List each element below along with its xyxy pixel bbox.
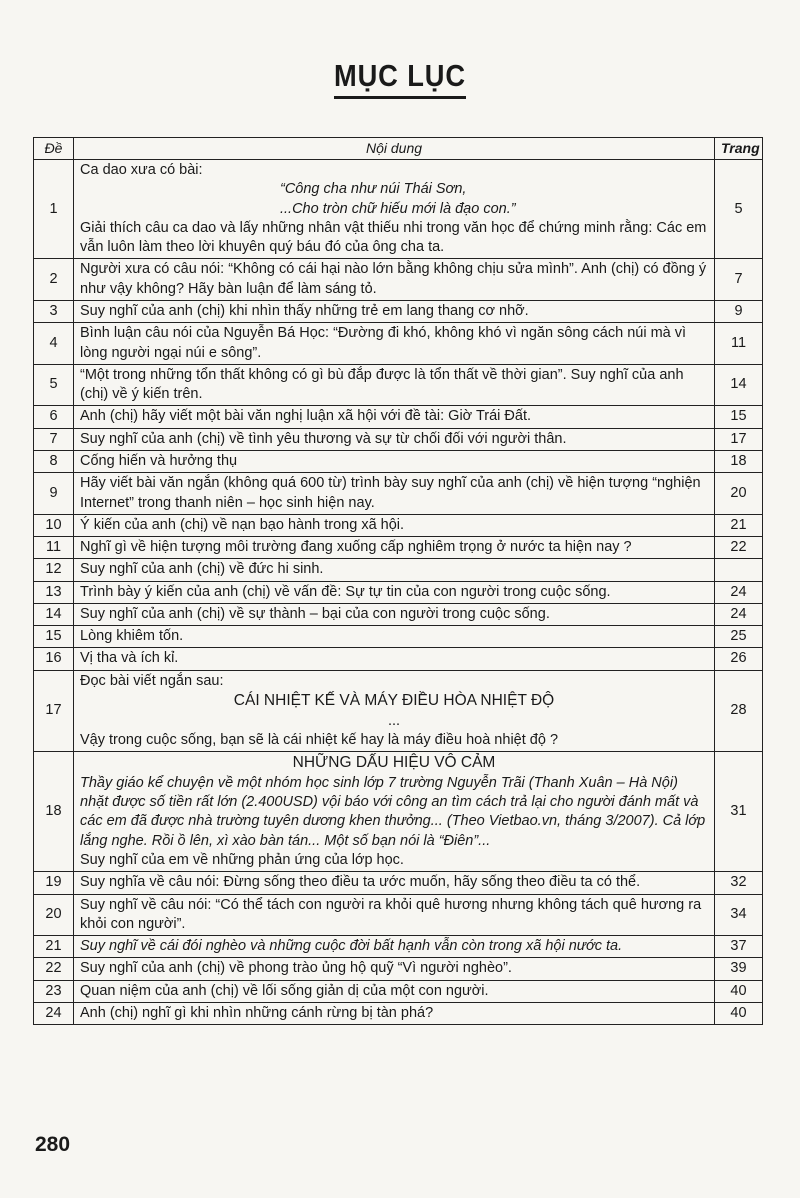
content-line: Anh (chị) nghĩ gì khi nhìn những cánh rừng bị tàn phá? [80, 1004, 434, 1021]
toc-row [34, 450, 763, 472]
toc-row [34, 980, 763, 1002]
toc-row [34, 603, 763, 625]
row-number: 21 [34, 936, 74, 958]
row-content [74, 752, 715, 872]
content-line: NHỮNG DẤU HIỆU VÔ CẢM [292, 754, 496, 772]
toc-row [34, 160, 763, 259]
row-page: 28 [715, 670, 763, 751]
row-content [74, 514, 715, 536]
content-line: Nghĩ gì về hiện tượng môi trường đang xuống cấp nghiêm trọng ở nước ta hiện nay ? [80, 539, 632, 556]
row-content [74, 300, 715, 322]
row-number: 4 [34, 323, 74, 365]
row-content [74, 473, 715, 515]
page-title: MỤC LỤC [334, 58, 466, 99]
content-line: Trình bày ý kiến của anh (chị) về vấn đề: Sự tự tin của con người trong cuộc sống. [80, 583, 611, 600]
row-page: 39 [715, 958, 763, 980]
row-page: 9 [715, 300, 763, 322]
row-number: 12 [34, 559, 74, 581]
row-content [74, 670, 715, 751]
row-content [74, 537, 715, 559]
content-line: Thầy giáo kể chuyện về một nhóm học sinh lớp 7 trường Nguyễn Trãi (Thanh Xuân – Hà Nội) nhặt được số tiền rất lớn (2.400USD) vội báo với công an tìm cách trả lại cho người đánh mất và các em đã được nhà trường tuyên dương khen thưởng... (Theo Vietbao.vn, tháng 3/2007). Cả lớp lắng nghe. Rồi ồ lên, xì xào bàn tán... Một số bạn nói là “Điên”... [80, 774, 706, 849]
row-content [74, 323, 715, 365]
content-line: Quan niệm của anh (chị) về lối sống giản dị của một con người. [80, 982, 489, 999]
row-content [74, 648, 715, 670]
content-line: ... [387, 712, 401, 729]
content-line: CÁI NHIỆT KẾ VÀ MÁY ĐIỀU HÒA NHIỆT ĐỘ [233, 692, 555, 710]
content-line: Anh (chị) hãy viết một bài văn nghị luận xã hội với đề tài: Giờ Trái Đất. [80, 408, 532, 425]
content-line: Vị tha và ích kỉ. [80, 650, 179, 667]
content-line: Ca dao xưa có bài: [80, 162, 203, 178]
content-line: “Công cha như núi Thái Sơn, [280, 181, 467, 198]
row-page: 11 [715, 323, 763, 365]
row-page: 25 [715, 626, 763, 648]
toc-row [34, 537, 763, 559]
toc-row [34, 936, 763, 958]
content-line: Bình luận câu nói của Nguyễn Bá Học: “Đường đi khó, không khó vì ngăn sông cách núi mà vì lòng người ngại núi e sông”. [80, 325, 687, 361]
row-number: 1 [34, 160, 74, 259]
header-noi-dung: Nội dung [74, 138, 715, 160]
row-number: 2 [34, 259, 74, 301]
row-content [74, 626, 715, 648]
toc-header [34, 138, 763, 160]
row-content [74, 406, 715, 428]
row-content [74, 581, 715, 603]
toc-row [34, 581, 763, 603]
row-content [74, 1002, 715, 1024]
toc-row [34, 428, 763, 450]
toc-row [34, 648, 763, 670]
page-number: 280 [35, 1133, 71, 1156]
row-number: 7 [34, 428, 74, 450]
row-content [74, 603, 715, 625]
row-page: 37 [715, 936, 763, 958]
content-line: Ý kiến của anh (chị) về nạn bạo hành trong xã hội. [80, 516, 405, 533]
row-page: 24 [715, 581, 763, 603]
content-line: Suy nghĩ về cái đói nghèo và những cuộc đời bất hạnh vẫn còn trong xã hội nước ta. [80, 938, 623, 955]
content-line: Suy nghĩ về câu nói: “Có thể tách con người ra khỏi quê hương nhưng không tách quê hương ra khỏi con người”. [80, 896, 702, 932]
toc-row [34, 364, 763, 406]
row-page: 18 [715, 450, 763, 472]
row-page [715, 559, 763, 581]
row-number: 10 [34, 514, 74, 536]
content-line: Vậy trong cuộc sống, bạn sẽ là cái nhiệt kế hay là máy điều hoà nhiệt độ ? [80, 731, 559, 748]
content-line: Lòng khiêm tốn. [80, 628, 184, 645]
toc-row [34, 473, 763, 515]
row-page: 20 [715, 473, 763, 515]
toc-row [34, 300, 763, 322]
toc-row [34, 894, 763, 936]
row-page: 5 [715, 160, 763, 259]
content-line: Suy nghĩ của anh (chị) về sự thành – bại của con người trong cuộc sống. [80, 605, 550, 622]
content-line: Suy nghĩa về câu nói: Đừng sống theo điều ta ước muốn, hãy sống theo điều ta có thể. [80, 874, 641, 891]
content-line: “Một trong những tổn thất không có gì bù đắp được là tổn thất về thời gian”. Suy nghĩ của anh (chị) về ý kiến trên. [80, 366, 684, 403]
toc-row [34, 1002, 763, 1024]
content-line: Suy nghĩ của anh (chị) về phong trào ủng hộ quỹ “Vì người nghèo”. [80, 960, 512, 977]
row-number: 3 [34, 300, 74, 322]
row-page: 22 [715, 537, 763, 559]
row-number: 14 [34, 603, 74, 625]
toc-row [34, 259, 763, 301]
row-content [74, 936, 715, 958]
row-number: 24 [34, 1002, 74, 1024]
toc-row [34, 323, 763, 365]
row-number: 18 [34, 752, 74, 872]
row-page: 15 [715, 406, 763, 428]
content-line: Suy nghĩ của anh (chị) khi nhìn thấy những trẻ em lang thang cơ nhỡ. [80, 302, 529, 319]
row-page: 21 [715, 514, 763, 536]
row-content [74, 559, 715, 581]
row-content [74, 872, 715, 894]
toc-row [34, 626, 763, 648]
row-number: 19 [34, 872, 74, 894]
row-page: 14 [715, 364, 763, 406]
row-page: 7 [715, 259, 763, 301]
content-line: Người xưa có câu nói: “Không có cái hại nào lớn bằng không chịu sửa mình”. Anh (chị) có đồng ý như vậy không? Hãy bàn luận để làm sáng tỏ. [80, 261, 707, 297]
row-number: 13 [34, 581, 74, 603]
row-number: 23 [34, 980, 74, 1002]
content-line: Giải thích câu ca dao và lấy những nhân vật thiếu nhi trong văn học để chứng minh rằng: Các em vẫn luôn làm theo lời khuyên quý báu đó của ông cha ta. [80, 219, 707, 256]
row-number: 16 [34, 648, 74, 670]
content-line: Hãy viết bài văn ngắn (không quá 600 từ) trình bày suy nghĩ của anh (chị) về hiện tượng “nghiện Internet” trong thanh niên – học sinh hiện nay. [80, 475, 701, 511]
content-line: Suy nghĩ của em về những phản ứng của lớp học. [80, 851, 404, 868]
row-page: 40 [715, 1002, 763, 1024]
toc-row [34, 514, 763, 536]
content-line: Suy nghĩ của anh (chị) về tình yêu thương và sự từ chối đối với người thân. [80, 430, 567, 447]
row-number: 8 [34, 450, 74, 472]
toc-row [34, 670, 763, 751]
row-content [74, 259, 715, 301]
content-line: ...Cho tròn chữ hiếu mới là đạo con.” [280, 200, 516, 217]
toc-row [34, 406, 763, 428]
row-number: 9 [34, 473, 74, 515]
header-de: Đề [34, 138, 74, 160]
content-line: Cống hiến và hưởng thụ [80, 452, 238, 469]
toc-row [34, 958, 763, 980]
row-content [74, 958, 715, 980]
row-number: 22 [34, 958, 74, 980]
toc-row [34, 872, 763, 894]
toc-body [34, 160, 763, 1025]
row-number: 20 [34, 894, 74, 936]
toc-table [33, 137, 763, 1025]
row-page: 32 [715, 872, 763, 894]
row-number: 6 [34, 406, 74, 428]
row-number: 15 [34, 626, 74, 648]
row-number: 5 [34, 364, 74, 406]
row-page: 24 [715, 603, 763, 625]
toc-row [34, 559, 763, 581]
row-content [74, 428, 715, 450]
row-page: 31 [715, 752, 763, 872]
row-content [74, 450, 715, 472]
header-trang: Trang [715, 138, 763, 160]
row-page: 26 [715, 648, 763, 670]
row-number: 17 [34, 670, 74, 751]
row-content [74, 894, 715, 936]
page-title-wrap [0, 58, 800, 99]
row-number: 11 [34, 537, 74, 559]
row-content [74, 364, 715, 406]
row-content [74, 980, 715, 1002]
row-page: 34 [715, 894, 763, 936]
row-page: 17 [715, 428, 763, 450]
row-content [74, 160, 715, 259]
content-line: Đọc bài viết ngắn sau: [80, 672, 224, 689]
row-page: 40 [715, 980, 763, 1002]
toc-row [34, 752, 763, 872]
content-line: Suy nghĩ của anh (chị) về đức hi sinh. [80, 561, 324, 578]
